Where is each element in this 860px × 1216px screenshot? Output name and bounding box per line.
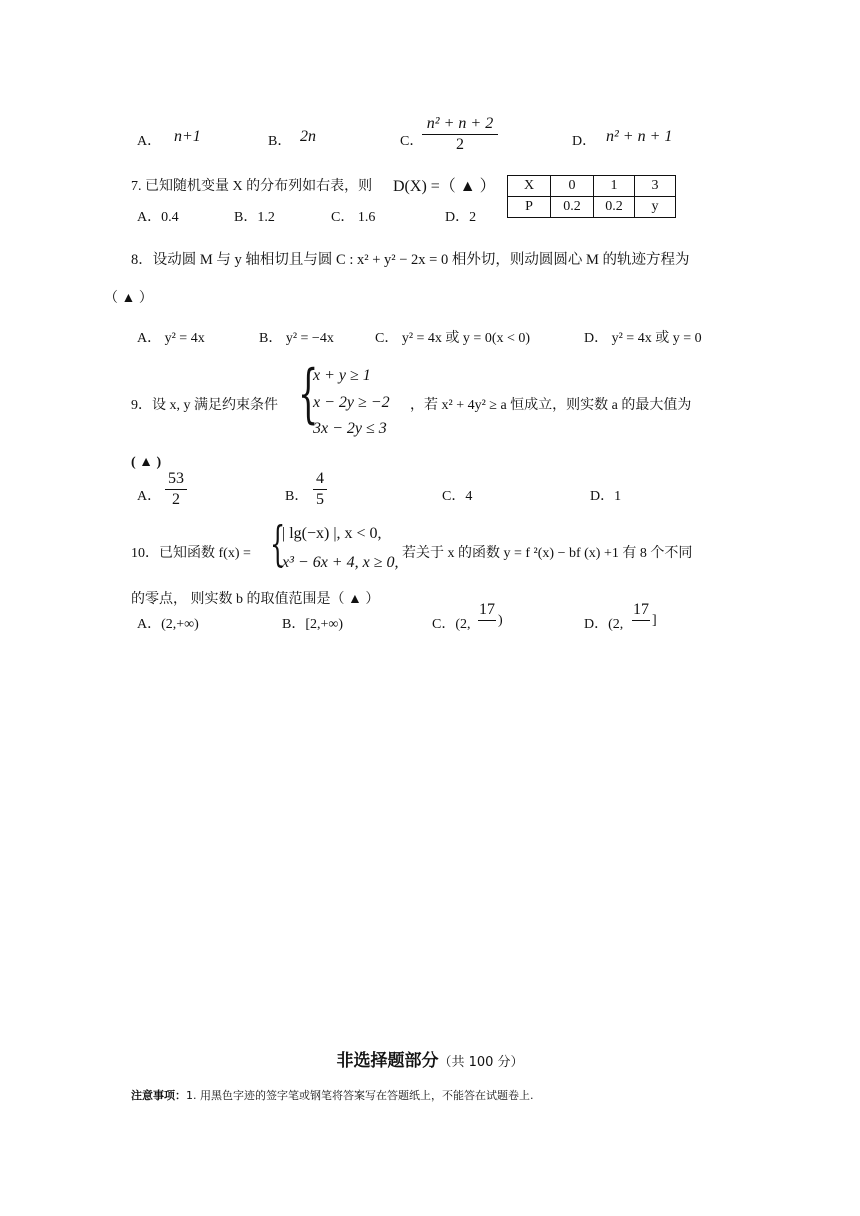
q9-answer-paren: ( ▲ ) — [131, 455, 162, 470]
q9-option-a-fraction — [165, 470, 187, 509]
table-cell: 0.2 — [594, 197, 635, 218]
q10-option-d-fraction — [632, 601, 650, 637]
notice-heading: 注意事项： — [131, 1089, 186, 1102]
left-brace-icon: { — [270, 516, 286, 572]
q10-option-d-numerator: 17 — [633, 601, 649, 618]
q10-option-c-numerator: 17 — [479, 601, 495, 618]
q10-option-d-prefix: D．(2, — [584, 617, 624, 632]
q10-option-c-suffix: ) — [498, 613, 503, 628]
q10-case-1: | lg(−x) |, x < 0, — [282, 525, 382, 542]
q9-option-b-numerator: 4 — [316, 470, 324, 487]
q10-option-a: A．(2,+∞) — [137, 617, 199, 632]
q7-expression: D(X) =（ ▲ ） — [393, 178, 496, 195]
q10-stem-c: 的零点， 则实数 b 的取值范围是（ ▲ ） — [131, 592, 380, 607]
table-cell: 0.2 — [551, 197, 594, 218]
fraction-bar — [313, 489, 327, 490]
q8-option-d: D． y² = 4x 或 y = 0 — [584, 331, 702, 346]
q7-distribution-table — [507, 175, 676, 218]
section-header — [0, 1046, 860, 1071]
table-cell: 3 — [635, 176, 676, 197]
q9-option-a-label: A． — [137, 489, 162, 504]
q9-stem-a: 9．设 x, y 满足约束条件 — [131, 398, 278, 413]
left-brace-icon: { — [298, 357, 319, 431]
q8-option-c: C． y² = 4x 或 y = 0(x < 0) — [375, 331, 531, 346]
q6-option-a-expr: n+1 — [174, 128, 201, 145]
q8-option-b: B． y² = −4x — [259, 331, 334, 346]
q9-option-d: D．1 — [590, 489, 622, 504]
q6-option-c-numerator: n² + n + 2 — [426, 115, 494, 132]
q10-stem-b: 若关于 x 的函数 y = f ²(x) − bf (x) +1 有 8 个不同 — [402, 546, 693, 561]
q9-option-a-denominator: 2 — [172, 491, 180, 508]
q9-option-b-denominator: 5 — [316, 491, 324, 508]
q8-option-a: A． y² = 4x — [137, 331, 205, 346]
q6-option-c-fraction — [422, 115, 498, 154]
fraction-bar — [632, 620, 650, 621]
table-row — [508, 176, 676, 197]
q6-option-d-label: D． — [572, 134, 597, 149]
section-title: 非选择题部分 — [336, 1051, 439, 1071]
table-cell: y — [635, 197, 676, 218]
q7-option-a: A．0.4 — [137, 210, 179, 225]
q7-stem: 7. 已知随机变量 X 的分布列如右表，则 — [131, 179, 373, 194]
q9-constraint-2: x − 2y ≥ −2 — [313, 394, 390, 411]
q10-option-c-fraction — [478, 601, 496, 637]
fraction-bar — [422, 134, 498, 135]
table-cell: 0 — [551, 176, 594, 197]
q7-option-d: D．2 — [445, 210, 477, 225]
table-cell: P — [508, 197, 551, 218]
q7-option-b: B．1.2 — [234, 210, 275, 225]
q9-option-b-fraction — [313, 470, 327, 509]
q8-stem: 8．设动圆 M 与 y 轴相切且与圆 C : x² + y² − 2x = 0 相外切，则动圆圆心 M 的轨迹方程为 — [131, 252, 690, 268]
q6-option-d-expr: n² + n + 1 — [606, 128, 673, 145]
table-cell: X — [508, 176, 551, 197]
q6-option-c-label: C． — [400, 134, 424, 149]
fraction-bar — [165, 489, 187, 490]
q10-case-2: x³ − 6x + 4, x ≥ 0, — [282, 554, 399, 571]
fraction-bar — [478, 620, 496, 621]
q9-constraint-3: 3x − 2y ≤ 3 — [313, 420, 387, 437]
q6-option-a-label: A． — [137, 134, 162, 149]
q10-stem-a: 10．已知函数 f(x) = — [131, 546, 251, 561]
q6-option-b-expr: 2n — [300, 128, 316, 145]
q9-option-a-numerator: 53 — [168, 470, 184, 487]
notice-body: 1. 用黑色字迹的签字笔或钢笔将答案写在答题纸上，不能答在试题卷上. — [186, 1089, 534, 1102]
q10-option-d-suffix: ] — [652, 613, 657, 628]
q9-constraint-1: x + y ≥ 1 — [313, 367, 371, 384]
q8-answer-paren: （ ▲ ） — [104, 291, 153, 306]
q10-option-b: B．[2,+∞) — [282, 617, 344, 632]
q9-stem-b: ，若 x² + 4y² ≥ a 恒成立，则实数 a 的最大值为 — [410, 398, 692, 413]
q9-option-b-label: B． — [285, 489, 309, 504]
table-cell: 1 — [594, 176, 635, 197]
table-row — [508, 197, 676, 218]
q6-option-c-denominator: 2 — [456, 136, 464, 153]
section-subtitle: （共 100 分） — [438, 1055, 524, 1070]
notice — [131, 1087, 534, 1104]
q9-option-c: C．4 — [442, 489, 473, 504]
q6-option-b-label: B． — [268, 134, 292, 149]
q10-option-c-prefix: C．(2, — [432, 617, 471, 632]
q7-option-c: C． 1.6 — [331, 210, 376, 225]
